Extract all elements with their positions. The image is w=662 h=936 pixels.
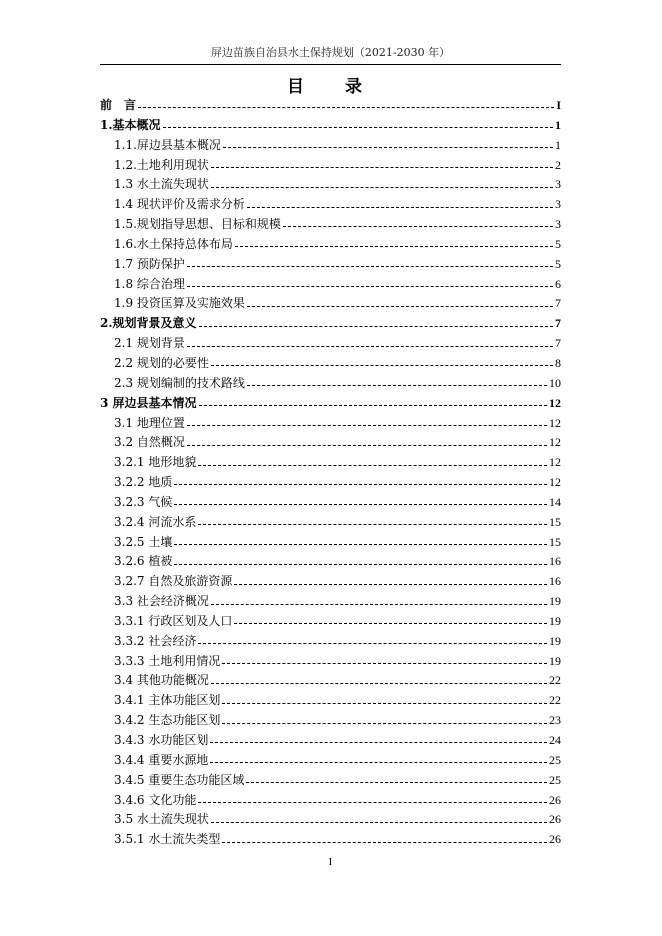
toc-entry[interactable]	[100, 751, 561, 771]
toc-entry-page: 16	[549, 554, 561, 569]
toc-entry-label: 3.2.1 地形地貌	[114, 455, 197, 470]
toc-title: 目 录	[287, 77, 374, 97]
toc-entry-page: 25	[549, 772, 561, 787]
toc-leader-dashes	[222, 723, 547, 724]
toc-entry[interactable]	[100, 513, 561, 533]
toc-leader-dashes	[246, 782, 547, 783]
toc-entry-label: 1.8 综合治理	[114, 276, 185, 291]
toc-leader-dashes	[234, 623, 547, 624]
toc-entry-page: 15	[549, 514, 561, 529]
toc-leader-dashes	[222, 842, 547, 843]
toc-leader-dashes	[187, 445, 547, 446]
toc-leader-dashes	[211, 683, 547, 684]
toc-entry-label: 3 屏边县基本情况	[100, 395, 197, 410]
toc-entry-page: 26	[549, 792, 561, 807]
toc-entry-label: 3.2.6 植被	[114, 554, 173, 569]
toc-entry-page: 5	[555, 236, 561, 251]
toc-entry[interactable]	[100, 612, 561, 632]
toc-entry[interactable]	[100, 255, 561, 275]
toc-leader-dashes	[198, 643, 547, 644]
toc-entry-page: 1	[555, 137, 561, 152]
toc-entry-page: 2	[555, 157, 561, 172]
toc-entry-label: 2.2 规划的必要性	[114, 355, 209, 370]
toc-entry-label: 3.2 自然概况	[114, 435, 185, 450]
toc-entry-label: 1.4 现状评价及需求分析	[114, 197, 245, 212]
toc-entry[interactable]	[100, 453, 561, 473]
toc-entry-label: 3.4.6 文化功能	[114, 792, 197, 807]
toc-entry[interactable]	[100, 552, 561, 572]
toc-entry[interactable]	[100, 572, 561, 592]
toc-entry-page: 12	[549, 395, 561, 410]
toc-entry-page: 3	[555, 217, 561, 232]
toc-entry-page: 19	[549, 633, 561, 648]
toc-entry-page: 7	[555, 296, 561, 311]
toc-entry[interactable]	[100, 215, 561, 235]
toc-entry-label: 1.5.规划指导思想、目标和规模	[114, 217, 281, 232]
toc-leader-dashes	[187, 425, 547, 426]
toc-entry[interactable]	[100, 691, 561, 711]
toc-entry[interactable]	[100, 195, 561, 215]
toc-entry-label: 1.7 预防保护	[114, 256, 185, 271]
toc-leader-dashes	[211, 167, 553, 168]
toc-entry-label: 3.3.1 行政区划及人口	[114, 613, 233, 628]
header-rule	[100, 64, 561, 65]
toc-entry-page: 22	[549, 693, 561, 708]
toc-entry-page: 12	[549, 475, 561, 490]
toc-entry-label: 1.6.水土保持总体布局	[114, 236, 233, 251]
toc-entry-label: 3.1 地理位置	[114, 415, 185, 430]
toc-leader-dashes	[199, 326, 553, 327]
toc-leader-dashes	[222, 703, 547, 704]
toc-leader-dashes	[199, 405, 547, 406]
toc-entry-page: 19	[549, 653, 561, 668]
toc-entry-page: 12	[549, 435, 561, 450]
toc-entry[interactable]	[100, 136, 561, 156]
toc-entry[interactable]	[100, 810, 561, 830]
toc-entry-page: 26	[549, 832, 561, 847]
toc-entry-label: 3.2.3 气候	[114, 494, 173, 509]
toc-entry[interactable]	[100, 731, 561, 751]
toc-leader-dashes	[174, 564, 547, 565]
toc-entry-label: 1.9 投资匡算及实施效果	[114, 296, 245, 311]
toc-leader-dashes	[234, 584, 547, 585]
toc-entry[interactable]	[100, 354, 561, 374]
toc-entry[interactable]	[100, 830, 561, 850]
toc-leader-dashes	[211, 187, 553, 188]
toc-entry-page: 26	[549, 812, 561, 827]
toc-entry[interactable]	[100, 473, 561, 493]
toc-entry-label: 3.3.2 社会经济	[114, 633, 197, 648]
toc-entry-label: 1.基本概况	[100, 117, 161, 132]
toc-entry-page: 15	[549, 534, 561, 549]
toc-entry-page: 19	[549, 613, 561, 628]
toc-entry-page: 7	[555, 336, 561, 351]
toc-entry-page: 25	[549, 752, 561, 767]
toc-entry[interactable]	[100, 314, 561, 334]
toc-entry-label: 1.1.屏边县基本概况	[114, 137, 221, 152]
toc-entry[interactable]	[100, 116, 561, 136]
toc-entry[interactable]	[100, 235, 561, 255]
toc-entry-page: 12	[549, 415, 561, 430]
toc-entry-label: 3.2.5 土壤	[114, 534, 173, 549]
toc-entry-page: 1	[555, 117, 561, 132]
toc-entry[interactable]	[100, 632, 561, 652]
toc-leader-dashes	[198, 524, 547, 525]
toc-leader-dashes	[247, 385, 547, 386]
toc-entry-page: 24	[549, 733, 561, 747]
toc-entry-label: 3.5 水土流失现状	[114, 812, 209, 827]
toc-entry-label: 2.规划背景及意义	[100, 316, 197, 331]
toc-entry[interactable]	[100, 374, 561, 394]
toc-leader-dashes	[174, 544, 547, 545]
toc-entry-label: 2.1 规划背景	[114, 336, 185, 351]
toc-leader-dashes	[247, 207, 553, 208]
toc-entry-page: 10	[549, 375, 561, 390]
toc-entry-page: 3	[555, 197, 561, 212]
toc-entry-label: 1.3 水土流失现状	[114, 177, 209, 192]
toc-entry-page: 16	[549, 574, 561, 589]
toc-leader-dashes	[198, 465, 547, 466]
toc-entry-label: 3.2.7 自然及旅游资源	[114, 574, 233, 589]
toc-entry-page: 23	[549, 713, 561, 728]
toc-leader-dashes	[174, 504, 547, 505]
toc-leader-dashes	[187, 286, 553, 287]
toc-entry[interactable]	[100, 275, 561, 295]
toc-entry[interactable]	[100, 671, 561, 691]
toc-leader-dashes	[163, 127, 553, 128]
toc-entry-label: 前 言	[100, 98, 137, 112]
table-of-contents	[100, 96, 561, 850]
toc-leader-dashes	[138, 107, 554, 108]
toc-leader-dashes	[187, 266, 553, 267]
toc-leader-dashes	[210, 762, 547, 763]
toc-entry-page: 14	[549, 494, 561, 509]
toc-leader-dashes	[211, 365, 553, 366]
toc-leader-dashes	[210, 742, 547, 743]
toc-entry[interactable]	[100, 711, 561, 731]
toc-entry-page: 19	[549, 594, 561, 609]
toc-entry-page: 8	[555, 355, 561, 370]
toc-entry-label: 3.4.1 主体功能区划	[114, 693, 221, 708]
toc-entry-page: 12	[549, 455, 561, 470]
toc-entry-label: 3.2.4 河流水系	[114, 514, 197, 529]
toc-leader-dashes	[174, 484, 547, 485]
toc-entry[interactable]	[100, 533, 561, 553]
toc-entry[interactable]	[100, 414, 561, 434]
toc-entry-label: 3.2.2 地质	[114, 475, 173, 490]
toc-entry-page: 7	[555, 316, 561, 331]
toc-entry[interactable]	[100, 791, 561, 811]
toc-entry-label: 3.4.3 水功能区划	[114, 733, 209, 747]
toc-leader-dashes	[187, 346, 553, 347]
toc-leader-dashes	[222, 663, 547, 664]
toc-leader-dashes	[283, 226, 553, 227]
toc-entry[interactable]	[100, 394, 561, 414]
toc-leader-dashes	[211, 604, 547, 605]
toc-entry[interactable]	[100, 334, 561, 354]
toc-entry[interactable]	[100, 294, 561, 314]
toc-entry-label: 3.4.4 重要水源地	[114, 752, 209, 767]
toc-entry-label: 1.2.土地利用现状	[114, 157, 209, 172]
toc-entry[interactable]	[100, 433, 561, 453]
toc-entry-label: 3.4.5 重要生态功能区域	[114, 772, 245, 787]
toc-entry[interactable]	[100, 175, 561, 195]
toc-leader-dashes	[235, 246, 553, 247]
toc-entry-page: I	[556, 98, 561, 112]
toc-entry[interactable]	[100, 96, 561, 116]
toc-entry[interactable]	[100, 771, 561, 791]
toc-entry[interactable]	[100, 156, 561, 176]
page-number: I	[328, 856, 333, 868]
running-header: 屏边苗族自治县水土保持规划（2021-2030 年）	[210, 46, 451, 59]
toc-entry[interactable]	[100, 592, 561, 612]
toc-entry-label: 3.4 其他功能概况	[114, 673, 209, 688]
toc-entry-label: 3.4.2 生态功能区划	[114, 713, 221, 728]
toc-leader-dashes	[198, 802, 547, 803]
toc-entry-page: 5	[555, 256, 561, 271]
toc-entry-label: 3.3.3 土地利用情况	[114, 653, 221, 668]
toc-leader-dashes	[223, 147, 553, 148]
toc-entry[interactable]	[100, 493, 561, 513]
toc-entry-label: 2.3 规划编制的技术路线	[114, 375, 245, 390]
toc-entry-label: 3.3 社会经济概况	[114, 594, 209, 609]
toc-entry-page: 6	[555, 276, 561, 291]
toc-entry-label: 3.5.1 水土流失类型	[114, 832, 221, 847]
toc-entry-page: 3	[555, 177, 561, 192]
toc-entry[interactable]	[100, 652, 561, 672]
toc-entry-page: 22	[549, 673, 561, 688]
toc-leader-dashes	[211, 822, 547, 823]
toc-leader-dashes	[247, 306, 553, 307]
